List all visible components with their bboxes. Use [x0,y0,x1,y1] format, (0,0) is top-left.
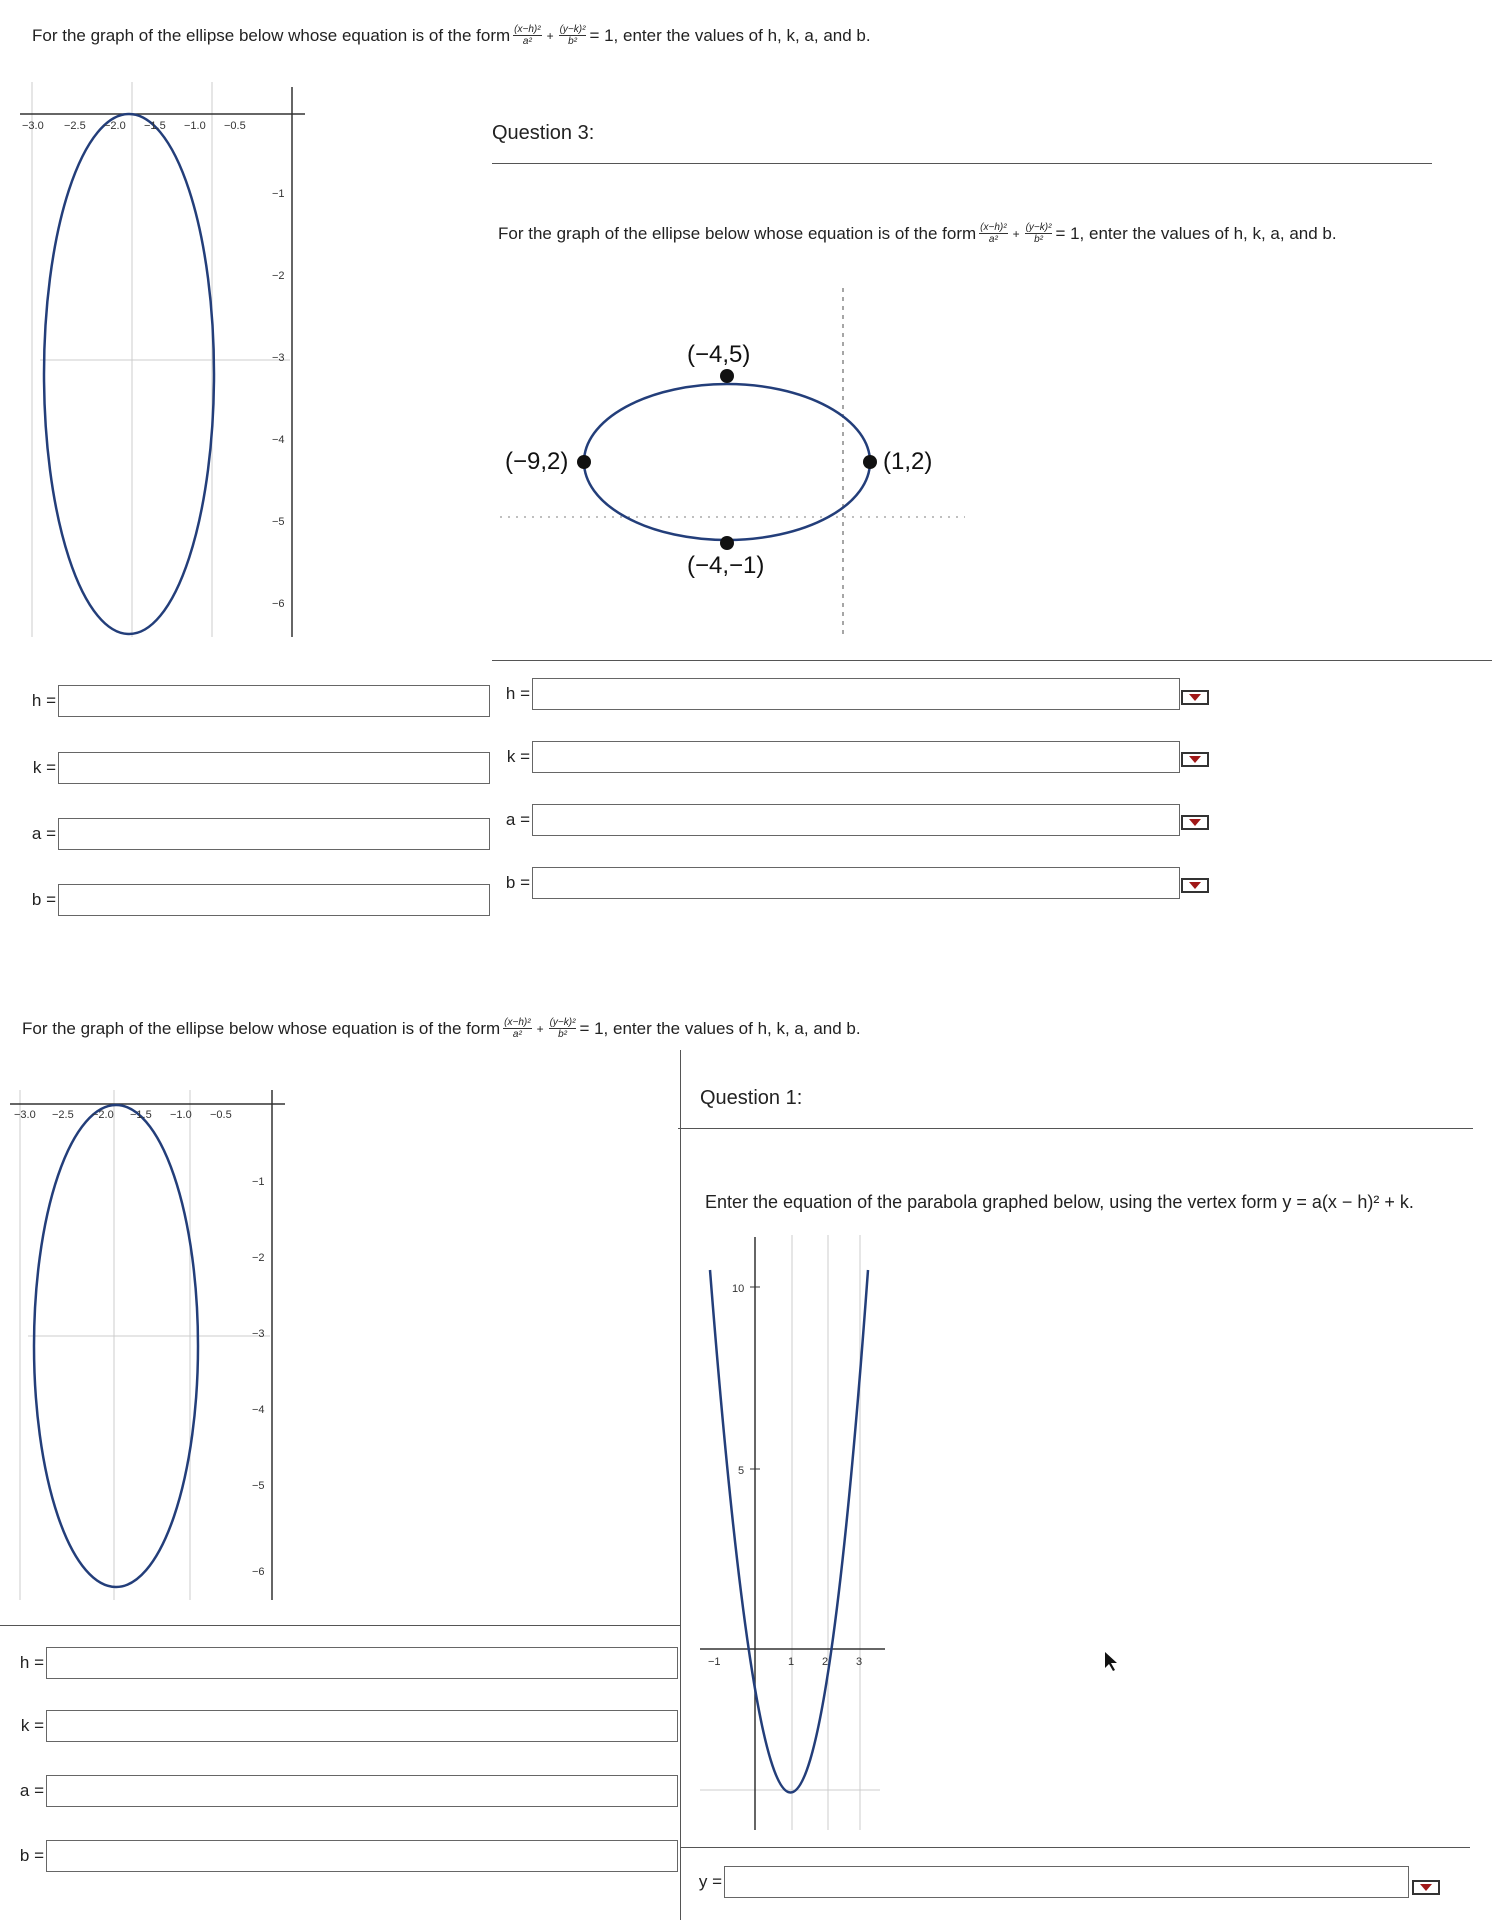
ellipse-graph-2 [10,1090,290,1605]
a-input[interactable] [58,818,490,850]
x-tick-label: −1.5 [130,1109,152,1121]
ellipse-prompt-top: For the graph of the ellipse below whose equation is of the form $\frac{\text{(x−h)²}}{\text{a²}}$ + $\frac{\text{(y−k)²}}{\text{b²}}$ = 1, enter the values of h, k, a, and b. [32,24,871,47]
point-bottom [720,536,734,550]
ellipse-curve [584,384,870,540]
mouse-cursor-icon [1103,1651,1121,1673]
x-tick-label: 2 [822,1656,829,1668]
parabola-graph [700,1235,900,1835]
divider [0,1625,680,1626]
divider [492,660,1492,661]
parabola-prompt: Enter the equation of the parabola graphed below, using the vertex form y = a(x − h)² + k. [705,1192,1414,1212]
prompt-text: For the graph of the ellipse below whose equation is of the form [32,25,511,45]
divider [680,1847,1470,1848]
y-dropdown[interactable] [1412,1880,1440,1895]
y-tick-label: −3 [272,352,285,364]
x-tick-label: −3.0 [22,120,44,132]
a-input[interactable] [532,804,1180,836]
fraction-y: $\frac{\text{(y−k)²}}{\text{b²}}$ [559,24,586,47]
x-tick-label: −1 [708,1656,721,1668]
ellipse-curve [44,114,214,634]
x-tick-label: −2.5 [52,1109,74,1121]
fraction-x: $\frac{\text{(x−h)²}}{\text{a²}}$ [514,24,541,47]
b-input[interactable] [532,867,1180,899]
b-field-2: b = [8,1840,678,1872]
h-input[interactable] [532,678,1180,710]
prompt-text-end: = 1, enter the values of h, k, a, and b. [589,25,871,45]
a-field-2: a = [8,1775,678,1807]
b-input[interactable] [58,884,490,916]
y-tick-label: −5 [272,516,285,528]
ellipse-graph-1 [20,82,310,642]
x-tick-label: −0.5 [224,120,246,132]
b-field-q3: b = [494,867,1180,899]
x-tick-label: −1.0 [184,120,206,132]
x-tick-label: −1.0 [170,1109,192,1121]
question-1-title: Question 1: [700,1087,803,1109]
y-tick-label: −2 [272,270,285,282]
y-tick-label: −4 [252,1404,265,1416]
y-input[interactable] [724,1866,1409,1898]
y-tick-label: 10 [732,1283,745,1295]
k-input[interactable] [532,741,1180,773]
b-field-1: b = [20,884,490,916]
y-tick-label: 5 [738,1465,745,1477]
b-input[interactable] [46,1840,678,1872]
ellipse-prompt-2: For the graph of the ellipse below whose equation is of the form $\frac{\text{(x−h)²}}{\text{a²}}$ + $\frac{\text{(y−k)²}}{\text{b²}}$ = 1, enter the values of h, k, a, and b. [22,1017,861,1040]
h-field-q3: h = [494,678,1180,710]
point-left [577,455,591,469]
h-input[interactable] [58,685,490,717]
parabola-curve [710,1270,868,1793]
a-field-q3: a = [494,804,1180,836]
y-field: y = [686,1866,1409,1898]
k-dropdown[interactable] [1181,752,1209,767]
h-dropdown[interactable] [1181,690,1209,705]
h-field-1: h = [20,685,490,717]
x-tick-label: 1 [788,1656,795,1668]
x-tick-label: −0.5 [210,1109,232,1121]
y-tick-label: −6 [252,1566,265,1578]
k-field-q3: k = [494,741,1180,773]
ellipse-curve [34,1105,198,1587]
ellipse-prompt-q3: For the graph of the ellipse below whose equation is of the form $\frac{\text{(x−h)²}}{\text{a²}}$ + $\frac{\text{(y−k)²}}{\text{b²}}$ = 1, enter the values of h, k, a, and b. [498,222,1337,245]
y-tick-label: −5 [252,1480,265,1492]
y-tick-label: −1 [252,1176,265,1188]
label-bottom: (−4,−1) [687,552,765,579]
label-right: (1,2) [883,448,933,475]
x-tick-label: −2.5 [64,120,86,132]
y-tick-label: −6 [272,598,285,610]
a-field-1: a = [20,818,490,850]
label-left: (−9,2) [505,448,569,475]
point-top [720,369,734,383]
h-input[interactable] [46,1647,678,1679]
x-tick-label: −3.0 [14,1109,36,1121]
x-tick-label: −1.5 [144,120,166,132]
y-tick-label: −4 [272,434,285,446]
label-top: (−4,5) [687,341,751,368]
h-field-2: h = [8,1647,678,1679]
y-tick-label: −3 [252,1328,265,1340]
k-field-2: k = [8,1710,678,1742]
a-dropdown[interactable] [1181,815,1209,830]
a-input[interactable] [46,1775,678,1807]
k-input[interactable] [46,1710,678,1742]
b-dropdown[interactable] [1181,878,1209,893]
y-tick-label: −1 [272,188,285,200]
divider [492,163,1432,164]
x-tick-label: 3 [856,1656,863,1668]
k-input[interactable] [58,752,490,784]
x-tick-label: −2.0 [104,120,126,132]
question-3-title: Question 3: [492,122,595,144]
point-right [863,455,877,469]
ellipse-graph-q3 [495,280,980,640]
k-field-1: k = [20,752,490,784]
x-tick-label: −2.0 [92,1109,114,1121]
divider [678,1128,1473,1129]
y-tick-label: −2 [252,1252,265,1264]
